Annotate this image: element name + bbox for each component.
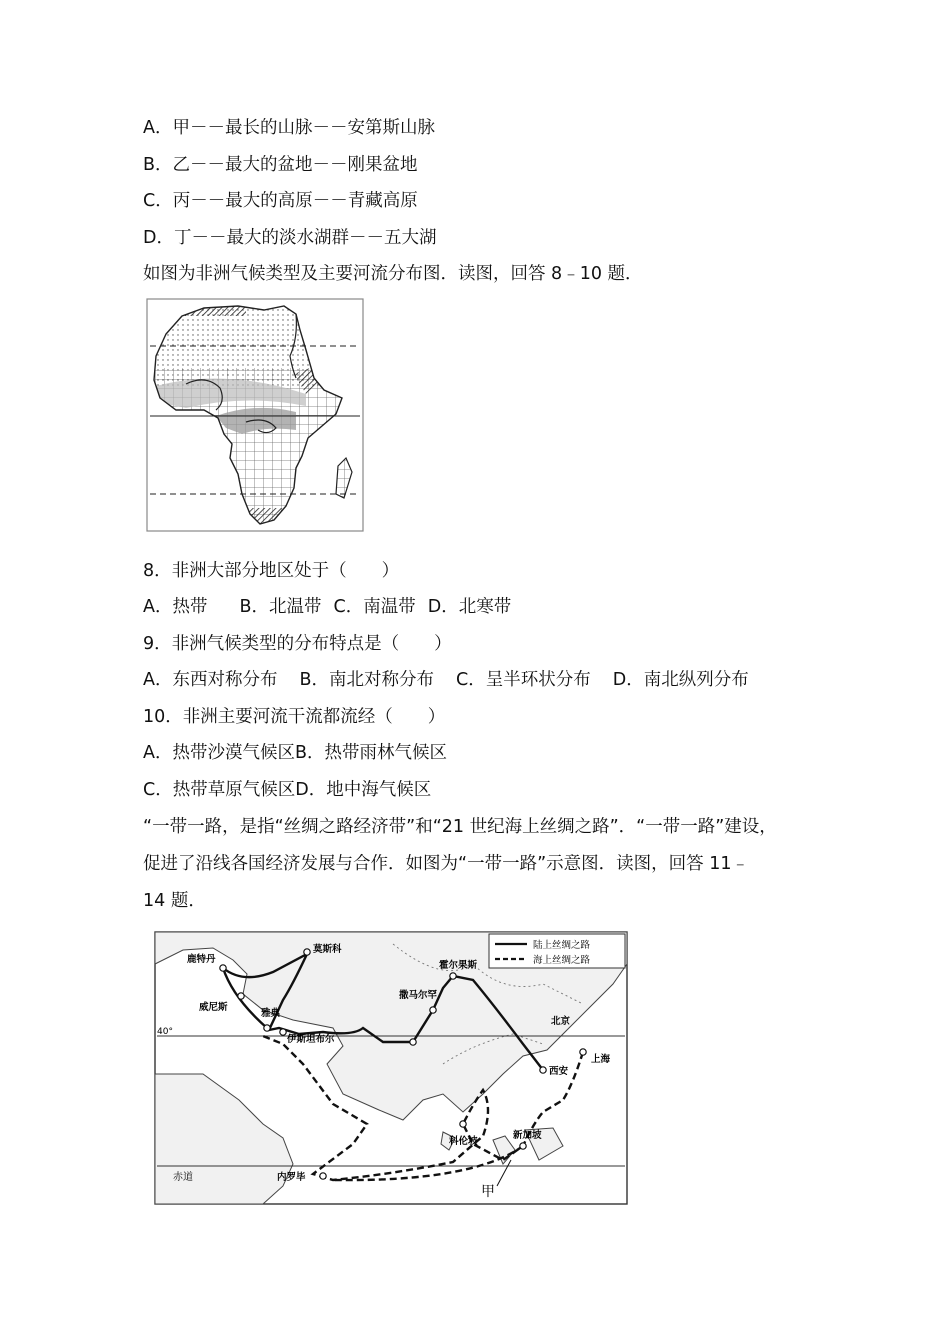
q8-stem: 8．非洲大部分地区处于（ ） — [143, 561, 400, 581]
q10-options-row1 — [143, 741, 447, 765]
q8-option-b: B．北温带 — [239, 597, 322, 617]
beltroad-intro-line1: “一带一路，是指“丝绸之路经济带”和“21 世纪海上丝绸之路”．“一带一路”建设， — [143, 817, 777, 837]
q9-option-b: B．南北对称分布 — [299, 670, 434, 690]
city-beijing: 北京 — [551, 1016, 571, 1027]
q9-options — [143, 668, 749, 692]
equator-label: 赤道 — [173, 1172, 193, 1183]
city-rotterdam: 鹿特丹 — [187, 954, 216, 965]
prev-option-a: A．甲－－最长的山脉－－安第斯山脉 — [143, 118, 435, 138]
prev-option-d: D．丁－－最大的淡水湖群－－五大湖 — [143, 228, 437, 248]
city-athens: 雅典 — [261, 1008, 281, 1019]
city-istanbul: 伊斯坦布尔 — [287, 1034, 335, 1045]
city-xian: 西安 — [549, 1066, 569, 1077]
map-marker-jia: 甲 — [481, 1184, 495, 1200]
q9-option-a: A．东西对称分布 — [143, 670, 278, 690]
prev-option-c: C．丙－－最大的高原－－青藏高原 — [143, 191, 418, 211]
q9-option-c: C．呈半环状分布 — [456, 670, 591, 690]
city-singapore: 新加坡 — [513, 1130, 542, 1141]
city-khorgos: 霍尔果斯 — [439, 960, 478, 971]
legend-sea-label: 海上丝绸之路 — [533, 955, 591, 966]
q10-option-c: C．热带草原气候区 — [143, 780, 296, 800]
city-samarkand: 撒马尔罕 — [399, 990, 438, 1001]
q10-option-a: A．热带沙漠气候区 — [143, 743, 295, 763]
q10-option-b: B．热带雨林气候区 — [294, 743, 447, 763]
africa-intro: 如图为非洲气候类型及主要河流分布图．读图，回答 8﹣10 题． — [143, 264, 643, 284]
city-colombo: 科伦坡 — [449, 1136, 478, 1147]
city-nairobi: 内罗毕 — [277, 1172, 306, 1183]
q8-options — [143, 595, 511, 619]
city-venice: 威尼斯 — [199, 1002, 228, 1013]
q10-options-row2 — [143, 778, 431, 802]
city-moscow: 莫斯科 — [313, 944, 342, 955]
lat-40-label: 40° — [157, 1027, 173, 1037]
africa-climate-map — [146, 298, 364, 532]
q8-option-c: C．南温带 — [333, 597, 416, 617]
beltroad-intro-line3: 14 题． — [143, 891, 206, 911]
q10-option-d: D．地中海气候区 — [295, 780, 432, 800]
beltroad-intro-line2: 促进了沿线各国经济发展与合作．如图为“一带一路”示意图．读图，回答 11﹣ — [143, 854, 749, 874]
q10-stem: 10．非洲主要河流干流都流经（ ） — [143, 707, 446, 727]
q8-option-d: D．北寒带 — [427, 597, 512, 617]
q8-option-a: A．热带 — [143, 597, 208, 617]
q9-stem: 9．非洲气候类型的分布特点是（ ） — [143, 634, 452, 654]
belt-road-map — [143, 924, 633, 1209]
q9-option-d: D．南北纵列分布 — [612, 670, 749, 690]
legend-land-label: 陆上丝绸之路 — [533, 940, 591, 951]
city-shanghai: 上海 — [591, 1054, 611, 1065]
prev-option-b: B．乙－－最大的盆地－－刚果盆地 — [143, 155, 418, 175]
